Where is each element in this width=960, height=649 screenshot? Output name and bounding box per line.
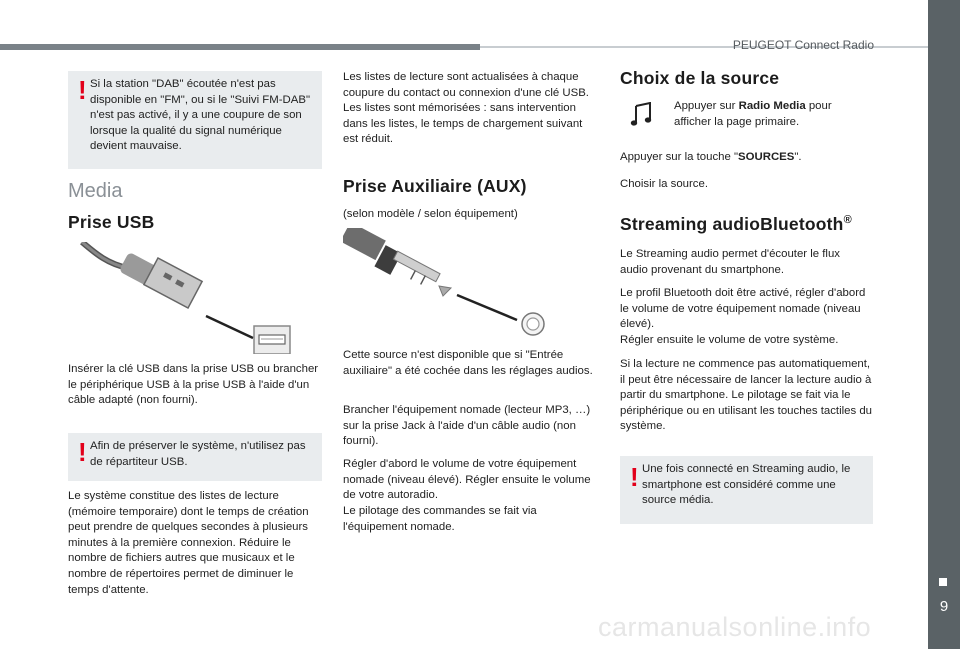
warning-box-dab	[68, 71, 322, 169]
aux-model-note: (selon modèle / selon équipement)	[343, 208, 518, 220]
warning-box-usb	[68, 433, 322, 481]
warning-icon: !	[78, 437, 87, 467]
step-radio-media	[674, 99, 864, 130]
page-number: 9	[939, 598, 949, 615]
top-rule	[0, 44, 480, 50]
warning-box-bluetooth	[620, 456, 873, 524]
running-header: PEUGEOT Connect Radio	[732, 38, 874, 52]
registered-mark: ®	[843, 214, 852, 227]
heading-aux: Prise Auxiliaire (AUX)	[343, 176, 527, 196]
jack-plug-illustration	[343, 228, 553, 338]
warning-text: Afin de préserver le système, n'utilisez pas de répartiteur USB.	[90, 440, 306, 468]
usb-playlist-text: Le système constitue des listes de lecture (mémoire temporaire) dont le temps de création peut prendre de quelques secondes à plusieurs minutes à la première connexion. Réduire le nombre de fichiers autres que musicaux et le nombre de répertoires permet de diminuer le temps d'attente.	[68, 490, 309, 596]
step-text: pour afficher la page primaire.	[674, 100, 832, 128]
warning-icon: !	[78, 75, 87, 105]
heading-source: Choix de la source	[620, 68, 780, 88]
bt-playback-text: Si la lecture ne commence pas automatiquement, il peut être nécessaire de lancer la lecture audio à partir du smartphone. Le pilotage se fait via le périphérique ou en utilisant les touches tactiles du système.	[620, 358, 873, 433]
step-text: Appuyer sur la touche "	[620, 151, 739, 163]
bt-intro-text: Le Streaming audio permet d'écouter le flux audio provenant du smartphone.	[620, 248, 840, 276]
aux-volume-text: Régler d'abord le volume de votre équipement nomade (niveau élevé). Régler ensuite le volume de votre autoradio.	[343, 458, 591, 502]
step-choose-source: Choisir la source.	[620, 178, 708, 190]
bluetooth-heading-text: Streaming audioBluetooth	[620, 214, 844, 234]
heading-bluetooth	[620, 214, 852, 235]
step-sources	[620, 150, 870, 166]
warning-icon: !	[630, 462, 639, 492]
watermark: carmanualsonline.info	[598, 612, 872, 642]
aux-control-text: Le pilotage des commandes se fait via l'équipement nomade.	[343, 505, 537, 533]
step-text: Appuyer sur	[674, 100, 739, 112]
usb-plug-illustration	[68, 242, 298, 354]
warning-text: Si la station "DAB" écoutée n'est pas disponible en "FM", ou si le "Suivi FM-DAB" n'est pas activé, il y a une coupure de son lorsque la qualité du signal numérique devient mauvaise.	[90, 78, 311, 153]
sources-label: SOURCES	[738, 151, 795, 163]
warning-text: Une fois connecté en Streaming audio, le smartphone est considéré comme une source média.	[642, 463, 851, 507]
bt-profile-text: Le profil Bluetooth doit être activé, régler d'abord le volume de votre équipement nomade (niveau élevé).	[620, 287, 866, 331]
bt-volume-text: Régler ensuite le volume de votre système.	[620, 334, 839, 346]
usb-text: Insérer la clé USB dans la prise USB ou brancher le périphérique USB à la prise USB à l'aide d'un câble adapté (non fourni).	[68, 363, 319, 407]
radio-media-label: Radio Media	[738, 100, 806, 112]
heading-usb: Prise USB	[68, 212, 155, 232]
end-marker	[939, 578, 947, 586]
music-note-icon	[630, 102, 654, 128]
aux-connect-text: Brancher l'équipement nomade (lecteur MP3, …) sur la prise Jack à l'aide d'un câble audio (non fourni).	[343, 404, 591, 448]
side-bar	[928, 0, 960, 649]
step-text: ".	[794, 151, 802, 163]
aux-availability-text: Cette source n'est disponible que si "Entrée auxiliaire" a été cochée dans les réglages audios.	[343, 349, 593, 377]
playlist-update-text: Les listes de lecture sont actualisées à chaque coupure du contact ou connexion d'une clé USB. Les listes sont mémorisées : sans intervention dans les listes, le temps de chargement suivant est réduit.	[343, 71, 589, 146]
section-title-media: Media	[68, 180, 123, 202]
